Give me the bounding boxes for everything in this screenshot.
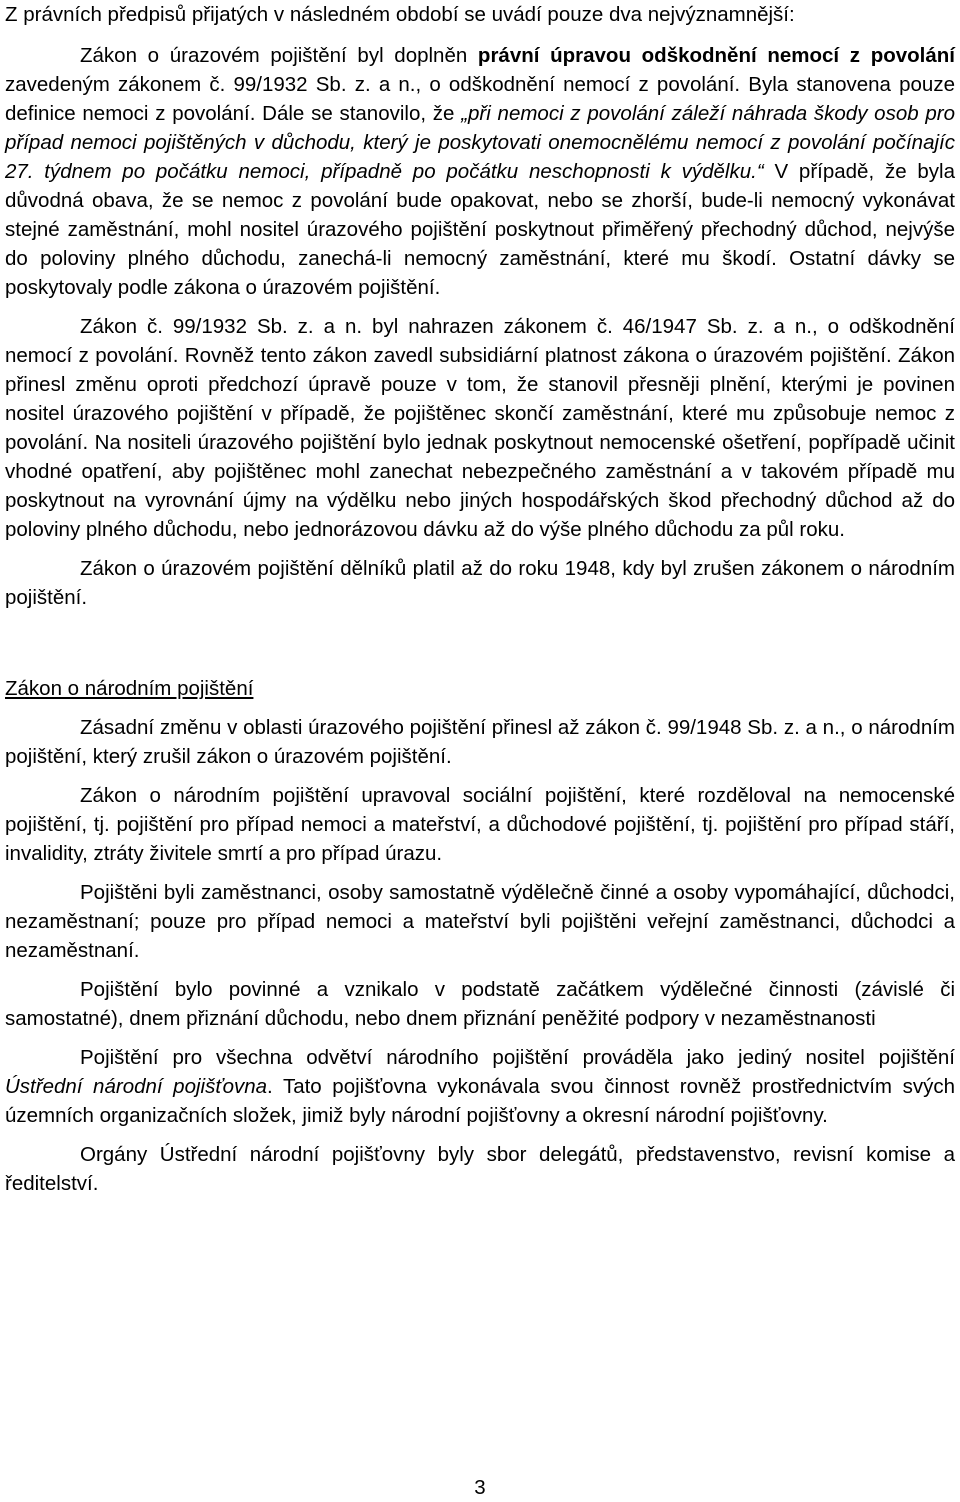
text-segment: . Tato pojišťovna vykonávala svou činnost rovněž prostřednictvím svých územních organizačních složek, jimiž byly národní pojišťovny a okresní národní pojišťovny. (5, 1075, 955, 1127)
text-segment: , o odškodnění nemocí z povolání. Byla stanovena pouze definice nemoci z povolání. Dále se stanovilo, že (5, 73, 955, 125)
text-segment: zavedeným zákonem č. 99/1932 Sb. z. a n. (5, 73, 416, 96)
text-segment: Pojištění pro všechna odvětví národního pojištění prováděla jako jediný nositel pojištění (80, 1046, 955, 1069)
bold-term: právní úpravou odškodnění nemocí z povolání (477, 44, 955, 67)
section-heading: Zákon o národním pojištění (5, 677, 254, 700)
paragraph-intro (5, 0, 955, 29)
page-number: 3 (474, 1476, 486, 1499)
paragraph-insurance-origin (5, 975, 955, 1033)
paragraph-organs (5, 1140, 955, 1198)
text-segment: Pojištění bylo povinné a vznikalo v podstatě začátkem výdělečné činnosti (závislé či samostatné), dnem přiznání důchodu, nebo dnem přiznání peněžité podpory v nezaměstnanosti (5, 978, 955, 1030)
paragraph-law-validity (5, 554, 955, 612)
text-segment: Orgány Ústřední národní pojišťovny byly sbor delegátů, představenstvo, revisní komise a ředitelství. (5, 1143, 955, 1195)
paragraph-insured-persons (5, 878, 955, 965)
document-page (5, 0, 955, 1198)
text-segment: Zásadní změnu v oblasti úrazového pojištění přinesl až zákon č. 99/1948 Sb. z. a n., o národním pojištění, který zrušil zákon o úrazovém pojištění. (5, 716, 955, 768)
paragraph-national-insurance-intro (5, 713, 955, 771)
text-segment: Z právních předpisů přijatých v následném období se uvádí pouze dva nejvýznamnější: (5, 3, 795, 26)
paragraph-occupational-disease (5, 41, 955, 302)
paragraph-insurer (5, 1043, 955, 1130)
text-segment: Pojištěni byli zaměstnanci, osoby samostatně výdělečně činné a osoby vypomáhající, důchodci, nezaměstnaní; pouze pro případ nemoci a mateřství byli pojištěni veřejní zaměstnanci, důchodci a nezaměstnaní. (5, 881, 955, 962)
paragraph-law-1947 (5, 312, 955, 544)
text-segment: Zákon o národním pojištění upravoval sociální pojištění, které rozděloval na nemocenské pojištění, tj. pojištění pro případ nemoci a mateřství, a důchodové pojištění, tj. pojištění pro případ stáří, invalidity, ztráty živitele smrtí a pro případ úrazu. (5, 784, 955, 865)
text-segment: Zákon o úrazovém pojištění byl doplněn (80, 44, 478, 67)
text-segment: Zákon o úrazovém pojištění dělníků platil až do roku 1948, kdy byl zrušen zákonem o národním pojištění. (5, 557, 955, 609)
paragraph-insurance-types (5, 781, 955, 868)
legal-quote: „při nemoci z povolání záleží náhrada škody osob pro případ nemoci pojištěných v důchodu, který je poskytovati onemocnělému nemocí z povolání počínajíc 27. týdnem po počátku nemoci, případně po počátku neschopnosti k výdělku.“ (5, 102, 956, 183)
text-segment: V případě, že byla důvodná obava, že se nemoc z povolání bude opakovat, nebo se zhorší, bude-li nemocný vykonávat stejné zaměstnání, mohl nositel úrazového pojištění poskytnout přiměřený přechodný důchod, nejvýše do poloviny plného důchodu, zanechá-li nemocný zaměstnání, které mu škodí. Ostatní dávky se poskytovaly podle zákona o úrazovém pojištění. (5, 160, 956, 299)
institution-name: Ústřední národní pojišťovna (5, 1075, 268, 1098)
text-segment: Zákon č. 99/1932 Sb. z. a n. byl nahrazen zákonem č. 46/1947 Sb. z. a n., o odškodnění nemocí z povolání. Rovněž tento zákon zavedl subsidiární platnost zákona o úrazovém pojištění. Zákon přinesl změnu oproti předchozí úpravě pouze v tom, že stanovil přesněji plnění, kterými je povinen nositel úrazového pojištění v případě, že pojištěnec skončí zaměstnání, které mu způsobuje nemoc z povolání. Na nositeli úrazového pojištění bylo jednak poskytnout nemocenské ošetření, popřípadě učinit vhodné opatření, aby pojištěnec mohl zanechat nebezpečného zaměstnání a v takovém případě mu poskytnout na vyrovnání újmy na výdělku nebo jiných hospodářských škod přechodný důchod až do poloviny plného důchodu, nebo jednorázovou dávku až do výše plného důchodu za půl roku. (5, 315, 955, 541)
